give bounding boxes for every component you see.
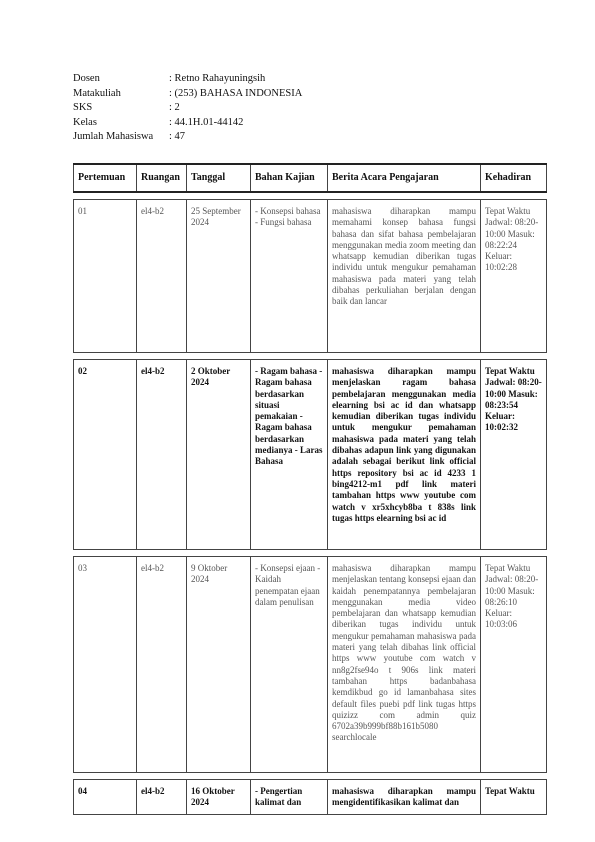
table-row [74,360,547,550]
info-row-sks [73,101,302,116]
table-header-row [74,164,547,192]
header-tanggal: Tanggal [187,164,251,192]
header-pertemuan: Pertemuan [74,164,137,192]
info-label: Kelas [73,116,97,128]
cell-bahan-kajian: - Konsepsi bahasa - Fungsi bahasa [251,200,328,353]
info-value: : 2 [169,102,180,113]
cell-ruangan: el4-b2 [137,557,187,773]
info-label: Matakuliah [73,87,121,99]
info-label: SKS [73,102,93,113]
schedule-table [73,163,547,815]
info-row-matakuliah [73,87,302,102]
cell-tanggal: 2 Oktober 2024 [187,360,251,550]
cell-ruangan: el4-b2 [137,200,187,353]
cell-tanggal: 9 Oktober 2024 [187,557,251,773]
course-info [73,72,302,145]
info-value: : 44.1H.01-44142 [169,116,244,128]
header-ruangan: Ruangan [137,164,187,192]
cell-bahan-kajian: - Ragam bahasa - Ragam bahasa berdasarkan situasi pemakaian - Ragam bahasa berdasarkan medianya - Laras Bahasa [251,360,328,550]
table-row [74,557,547,773]
info-row-kelas [73,116,302,131]
info-value: : 47 [169,131,186,142]
cell-bahan-kajian: - Pengertian kalimat dan [251,780,328,815]
header-berita-acara: Berita Acara Pengajaran [328,164,481,192]
cell-kehadiran: Tepat Waktu Jadwal: 08:20-10:00 Masuk: 08:22:24 Keluar: 10:02:28 [481,200,547,353]
cell-berita-acara: mahasiswa diharapkan mampu mengidentifikasikan kalimat dan [328,780,481,815]
header-bahan-kajian: Bahan Kajian [251,164,328,192]
info-value: : (253) BAHASA INDONESIA [169,87,303,99]
cell-berita-acara: mahasiswa diharapkan mampu memahami konsep bahasa fungsi bahasa dan sifat bahasa pembelajaran menggunakan media zoom meeting dan whatsapp kemudian diberikan tugas individu untuk mengukur pemahaman mahasiswa pada materi yang telah dibahas perkuliahan berjalan dengan baik dan lancar [328,200,481,353]
cell-tanggal: 25 September 2024 [187,200,251,353]
cell-pertemuan: 01 [74,200,137,353]
cell-ruangan: el4-b2 [137,360,187,550]
info-row-jumlah [73,130,302,145]
cell-kehadiran: Tepat Waktu [481,780,547,815]
cell-berita-acara: mahasiswa diharapkan mampu menjelaskan ragam bahasa pembelajaran menggunakan media elearning bsi ac id dan whatsapp kemudian diberikan tugas individu untuk mengukur pemahaman mahasiswa pada materi yang telah dibahas adapun link yang digunakan adalah sebagai berikut link official https repository bsi ac id 4233 1 bing4212-m1 pdf link materi tambahan https www youtube com watch v xr5xhcyb8ba t 838s link tugas https elearning bsi ac id [328,360,481,550]
cell-tanggal: 16 Oktober 2024 [187,780,251,815]
info-label: Jumlah Mahasiswa [73,131,154,142]
cell-berita-acara: mahasiswa diharapkan mampu menjelaskan tentang konsepsi ejaan dan kaidah penempatannya pembelajaran menggunakan media video pembelajaran dan whatsapp kemudian diberikan tugas individu untuk mengukur pemahaman mahasiswa pada materi yang telah dibahas link official https www youtube com watch v nn8g2fse94o t 906s link materi tambahan https badanbahasa kemdikbud go id lamanbahasa sites default files puebi pdf link tugas https quizizz com admin quiz 6702a39b999bf88b161b5080 searchlocale [328,557,481,773]
cell-pertemuan: 03 [74,557,137,773]
info-row-dosen [73,72,302,87]
table-row [74,200,547,353]
cell-kehadiran: Tepat Waktu Jadwal: 08:20-10:00 Masuk: 08:23:54 Keluar: 10:02:32 [481,360,547,550]
cell-ruangan: el4-b2 [137,780,187,815]
header-kehadiran: Kehadiran [481,164,547,192]
cell-kehadiran: Tepat Waktu Jadwal: 08:20-10:00 Masuk: 08:26:10 Keluar: 10:03:06 [481,557,547,773]
table-row [74,780,547,815]
info-value: : Retno Rahayuningsih [169,73,266,84]
info-label: Dosen [73,73,100,84]
cell-pertemuan: 04 [74,780,137,815]
cell-pertemuan: 02 [74,360,137,550]
cell-bahan-kajian: - Konsepsi ejaan - Kaidah penempatan ejaan dalam penulisan [251,557,328,773]
